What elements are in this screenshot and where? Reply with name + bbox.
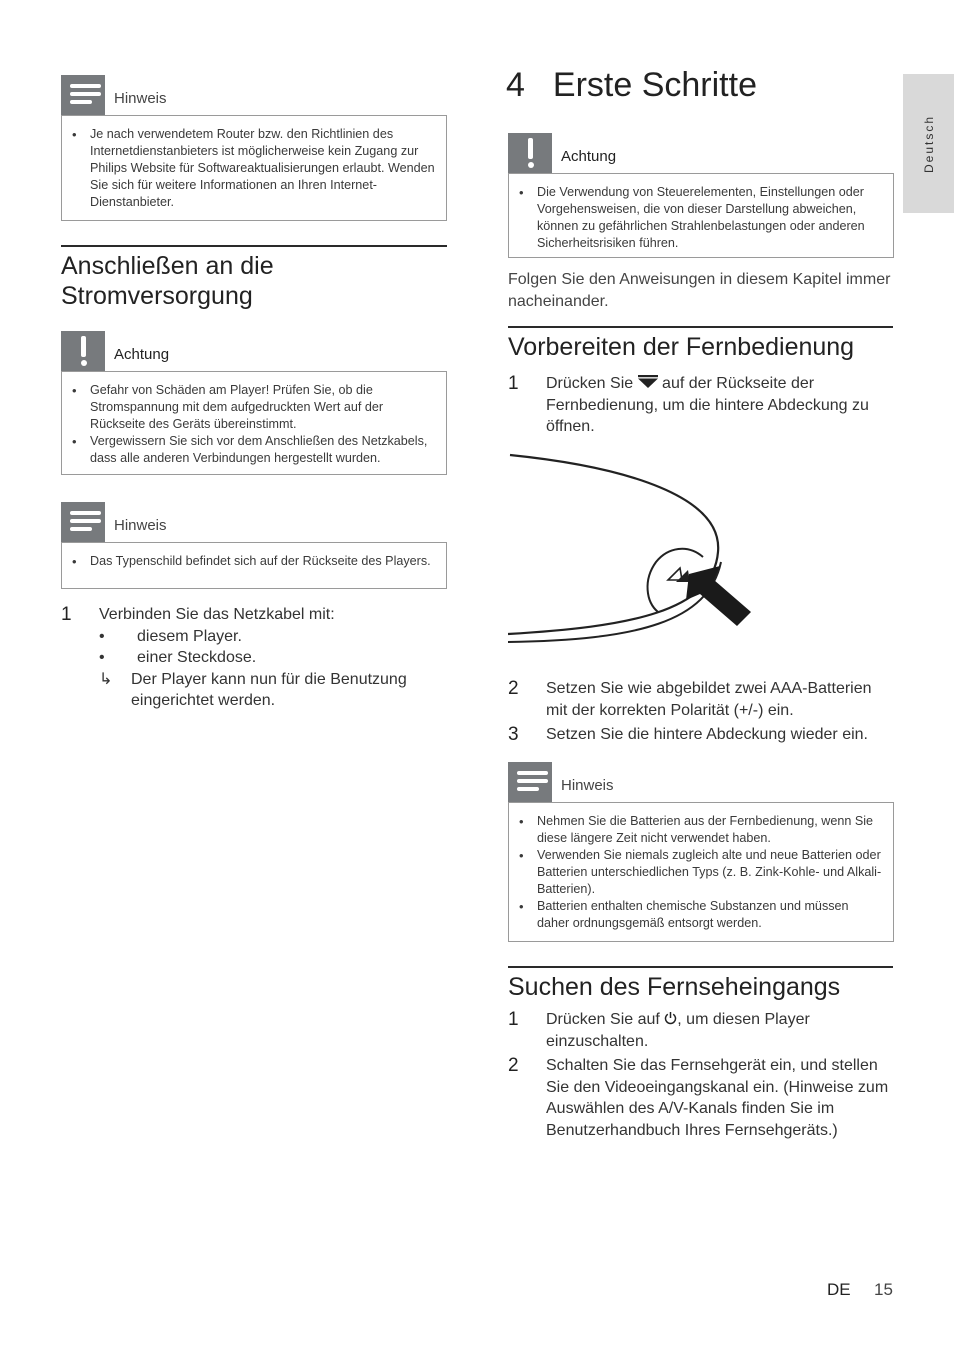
power-steps <box>61 604 447 715</box>
step-number: 1 <box>508 1009 519 1030</box>
step-number: 1 <box>508 373 519 394</box>
step: 3 Setzen Sie die hintere Abdeckung wieder ein. <box>508 724 868 745</box>
section-title-remote: Vorbereiten der Fernbedienung <box>508 333 855 361</box>
remote-cover-illustration <box>508 452 758 652</box>
note-item: • Das Typenschild befindet sich auf der Rückseite des Players. <box>72 553 436 570</box>
note-box-typeplate <box>61 502 447 589</box>
exclamation-icon <box>508 133 552 173</box>
power-icon <box>664 1011 677 1025</box>
step-number: 3 <box>508 724 519 745</box>
result-arrow-icon: ↳ <box>99 670 113 688</box>
note-item: • Je nach verwendetem Router bzw. den Richtlinien des Internetdienstanbieters ist möglicherweise kein Zugang zur Philips Website für Softwareaktualisierungen erlaubt. Wenden Sie sich für weitere Informationen an Ihren Internet-Dienstanbieter. <box>72 126 436 211</box>
exclamation-icon <box>61 331 105 371</box>
tv-input-steps <box>508 1009 894 1144</box>
sub-item: • diesem Player. <box>99 627 242 645</box>
caution-item: • Die Verwendung von Steuerelementen, Einstellungen oder Vorgehensweisen, die von dieser Darstellung abweichen, können zu gefährlichen Strahlenbelastungen oder anderen Sicherheitsrisiken führen. <box>519 184 883 252</box>
caution-label: Achtung <box>561 148 617 165</box>
step-text: Verbinden Sie das Netzkabel mit: <box>99 606 335 623</box>
step <box>61 604 447 712</box>
caution-item: • Gefahr von Schäden am Player! Prüfen Sie, ob die Stromspannung mit dem aufgedruckten Wert auf der Rückseite des Geräts übereinstimmt. <box>72 382 436 433</box>
note-box-batteries <box>508 762 894 942</box>
step-result: ↳ Der Player kann nun für die Benutzung eingerichtet werden. <box>99 670 407 709</box>
note-item: • Nehmen Sie die Batterien aus der Fernbedienung, wenn Sie diese längere Zeit nicht verwendet haben. <box>519 813 883 847</box>
remote-step-1 <box>508 373 894 441</box>
caution-label: Achtung <box>114 346 170 363</box>
note-item: • Batterien enthalten chemische Substanzen und müssen daher ordnungsgemäß entsorgt werden. <box>519 898 883 932</box>
note-box-router <box>61 75 447 221</box>
caution-item: • Vergewissern Sie sich vor dem Anschließen des Netzkabels, dass alle anderen Verbindungen hergestellt wurden. <box>72 433 436 467</box>
note-label: Hinweis <box>114 517 167 534</box>
page-number: 15 <box>874 1280 893 1299</box>
language-tab-label: Deutsch <box>921 114 936 173</box>
step-number: 2 <box>508 1055 519 1076</box>
section-title-tv-input: Suchen des Fernseheingangs <box>508 973 841 1001</box>
section-rule <box>508 326 893 328</box>
section-rule <box>61 245 447 247</box>
note-lines-icon <box>61 502 105 542</box>
remote-steps-2-3 <box>508 678 894 749</box>
step: 2 Setzen Sie wie abgebildet zwei AAA-Batterien mit der korrekten Polarität (+/-) ein. <box>508 678 872 719</box>
step-number: 2 <box>508 678 519 699</box>
caution-box-power <box>61 331 447 475</box>
note-lines-icon <box>508 762 552 802</box>
section-title-power: Anschließen an die Stromversorgung <box>61 252 274 310</box>
note-item: • Verwenden Sie niemals zugleich alte und neue Batterien oder Batterien unterschiedlichen Typs (z. B. Zink-Kohle- und Alkali-Batterien). <box>519 847 883 898</box>
note-label: Hinweis <box>114 90 167 107</box>
step: 2 Schalten Sie das Fernsehgerät ein, und stellen Sie den Videoeingangskanal ein. (Hinweise zum Auswählen des A/V-Kanals finden Sie im Benutzerhandbuch Ihres Fernsehgeräts.) <box>508 1055 889 1139</box>
eject-triangle-icon <box>638 375 658 389</box>
chapter-title: 4 Erste Schritte <box>506 66 757 104</box>
caution-box-controls <box>508 133 894 258</box>
step: 1 Drücken Sie auf , um diesen Player einzuschalten. <box>508 1009 810 1050</box>
section-rule <box>508 966 893 968</box>
note-lines-icon <box>61 75 105 115</box>
chapter-intro: Folgen Sie den Anweisungen in diesem Kapitel immer nacheinander. <box>508 271 891 310</box>
step: 1 Drücken Sie auf der Rückseite der Fernbedienung, um die hintere Abdeckung zu öffnen. <box>508 373 869 435</box>
note-label: Hinweis <box>561 777 614 794</box>
sub-item: • einer Steckdose. <box>99 649 257 666</box>
footer-language: DE <box>827 1280 851 1299</box>
step-number: 1 <box>61 604 72 625</box>
language-tab <box>903 74 954 213</box>
